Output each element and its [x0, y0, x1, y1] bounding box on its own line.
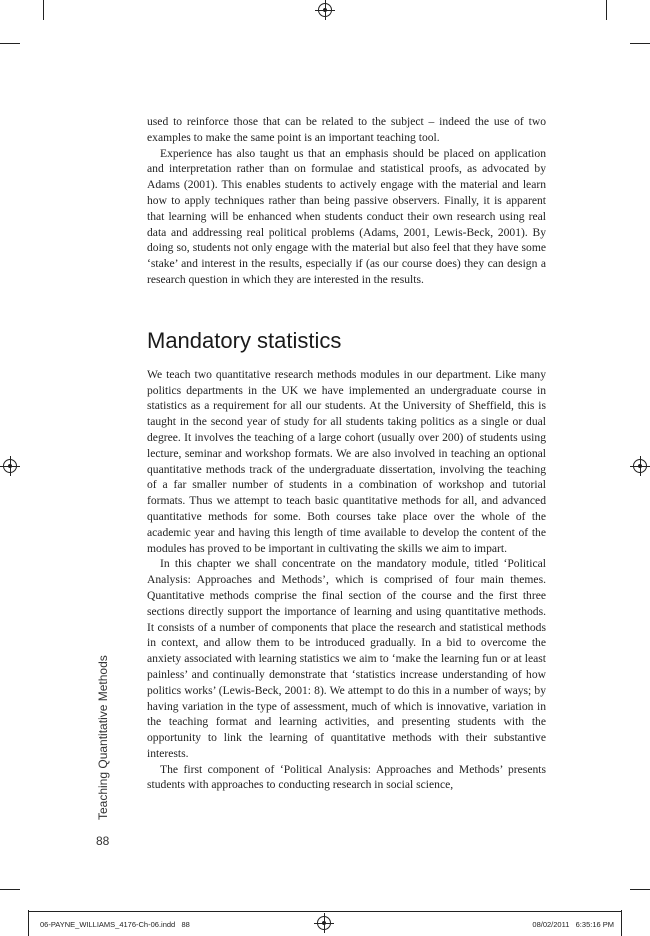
- crop-mark: [0, 889, 20, 890]
- paragraph: In this chapter we shall concentrate on the mandatory module, titled ‘Political Analysis: Approaches and Methods’, which is comprised of four main themes. Quantitative methods comprise the final section of the course and the first three sections directly support the importance of learning and using quantitative methods. It consists of a number of components that place the research and statistical methods in context, and allow them to be introduced gradually. In a bid to overcome the anxiety associated with learning statistics we aim to ‘make the learning fun or at least painless’ and continually demonstrate that ‘statistics increase understanding of how politics works’ (Lewis-Beck, 2001: 8). We attempt to do this in a number of ways; by having variation in the type of assessment, much of which is innovative, variation in the teaching format and learning activities, and presenting students with the opportunity to link the learning of quantitative methods with their substantive interests.: [147, 557, 546, 760]
- paragraph: Experience has also taught us that an emphasis should be placed on application and interpretation rather than on formulae and statistical proofs, as advocated by Adams (2001). This enables students to actively engage with the material and learn how to apply techniques rather than being passive observers. Finally, it is apparent that learning will be enhanced when students conduct their own research using real data and addressing real political problems (Adams, 2001, Lewis-Beck, 2001). By doing so, students not only engage with the material but also feel that they have some ‘stake’ and interest in the results, especially if (as our course does) they can design a research question in which they are interested in the results.: [147, 146, 546, 286]
- crop-mark: [606, 0, 607, 20]
- running-head: Teaching Quantitative Methods: [96, 655, 110, 820]
- crop-mark: [630, 43, 650, 44]
- registration-mark-icon: [3, 459, 17, 473]
- paragraph: used to reinforce those that can be related to the subject – indeed the use of two examples to make the same point is an important teaching tool.: [147, 115, 546, 144]
- registration-mark-icon: [633, 459, 647, 473]
- registration-mark-icon: [318, 3, 332, 17]
- crop-mark: [0, 43, 20, 44]
- section-heading: Mandatory statistics: [147, 327, 342, 353]
- slug-filename: 06-PAYNE_WILLIAMS_4176-Ch-06.indd 88: [40, 920, 190, 929]
- crop-mark: [43, 0, 44, 20]
- body-text: [147, 114, 546, 793]
- crop-mark: [630, 889, 650, 890]
- paragraph: The first component of ‘Political Analysis: Approaches and Methods’ presents students with approaches to conducting research in social science,: [147, 762, 546, 792]
- registration-mark-icon: [317, 916, 331, 930]
- paragraph: We teach two quantitative research methods modules in our department. Like many politics departments in the UK we have implemented an undergraduate course in statistics as a requirement for all our students. At the University of Sheffield, this is taught in the second year of study for all students taking politics as a single or dual degree. It involves the teaching of a large cohort (usually over 200) of students using lecture, seminar and workshop formats. We are also involved in teaching an optional quantitative methods track of the undergraduate dissertation, involving the teaching of a far smaller number of students in a combination of workshop and tutorial formats. Thus we attempt to teach basic quantitative methods for all, and advanced quantitative methods for some. Both courses take place over the whole of the academic year and having this length of time available to develop the content of the modules has proved to be important in cultivating the skills we aim to impart.: [147, 367, 546, 555]
- page-number: 88: [96, 834, 110, 848]
- print-slug: [28, 911, 622, 936]
- slug-timestamp: 08/02/2011 6:35:16 PM: [532, 920, 614, 929]
